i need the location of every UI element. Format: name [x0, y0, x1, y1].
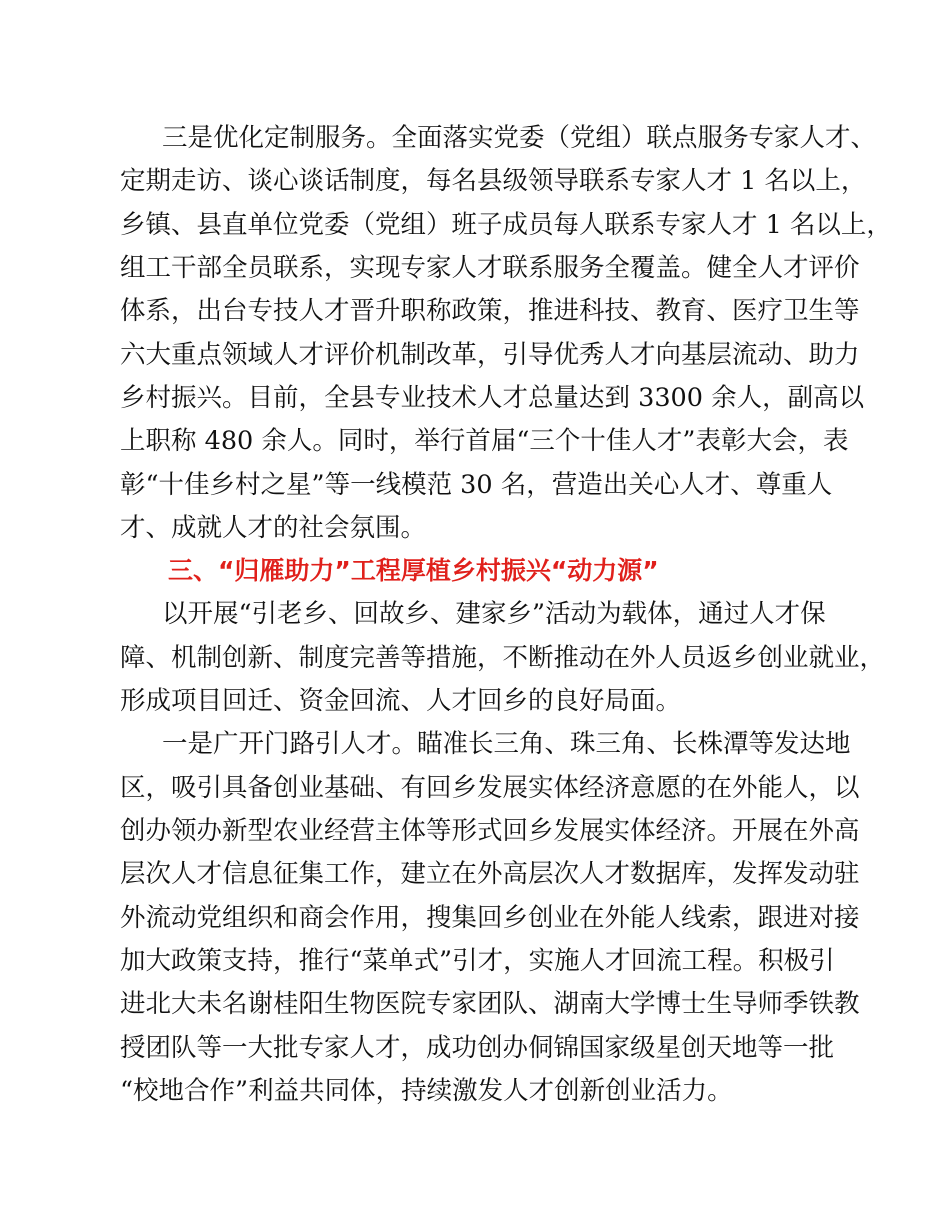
section-heading: 三、“归雁助力”工程厚植乡村振兴“动力源” — [168, 556, 659, 585]
paragraph-line: 区，吸引具备创业基础、有回乡发展实体经济意愿的在外能人，以 — [120, 773, 860, 803]
paragraph-line: 以开展“引老乡、回故乡、建家乡”活动为载体，通过人才保 — [162, 599, 826, 629]
paragraph-line: 六大重点领域人才评价机制改革，引导优秀人才向基层流动、助力 — [120, 340, 860, 370]
paragraph-line: 授团队等一大批专家人才，成功创办侗锦国家级星创天地等一批 — [120, 1033, 835, 1063]
paragraph-line: 三是优化定制服务。全面落实党委（党组）联点服务专家人才、 — [162, 123, 877, 153]
paragraph-line: 乡镇、县直单位党委（党组）班子成员每人联系专家人才 1 名以上， — [120, 210, 892, 240]
paragraph-line: 加大政策支持，推行“菜单式”引才，实施人才回流工程。积极引 — [120, 946, 835, 976]
paragraph-line: 定期走访、谈心谈话制度，每名县级领导联系专家人才 1 名以上， — [120, 166, 867, 196]
paragraph-line: 组工干部全员联系，实现专家人才联系服务全覆盖。健全人才评价 — [120, 253, 860, 283]
paragraph-line: 外流动党组织和商会作用，搜集回乡创业在外能人线索，跟进对接 — [120, 903, 860, 933]
paragraph-line: 形成项目回迁、资金回流、人才回乡的良好局面。 — [120, 686, 682, 716]
paragraph-line: 体系，出台专技人才晋升职称政策，推进科技、教育、医疗卫生等 — [120, 296, 860, 326]
paragraph-line: 乡村振兴。目前，全县专业技术人才总量达到 3300 余人，副高以 — [120, 383, 865, 413]
paragraph-line: 障、机制创新、制度完善等措施，不断推动在外人员返乡创业就业， — [120, 643, 886, 673]
paragraph-line: 上职称 480 余人。同时，举行首届“三个十佳人才”表彰大会，表 — [120, 426, 849, 456]
paragraph-line: 创办领办新型农业经营主体等形式回乡发展实体经济。开展在外高 — [120, 816, 860, 846]
paragraph-line: “校地合作”利益共同体，持续激发人才创新创业活力。 — [120, 1076, 733, 1106]
paragraph-line: 一是广开门路引人才。瞄准长三角、珠三角、长株潭等发达地 — [162, 729, 851, 759]
paragraph-line: 进北大未名谢桂阳生物医院专家团队、湖南大学博士生导师季铁教 — [120, 989, 860, 1019]
paragraph-line: 才、成就人才的社会氛围。 — [120, 513, 427, 543]
paragraph-line: 彰“十佳乡村之星”等一线模范 30 名，营造出关心人才、尊重人 — [120, 470, 833, 500]
paragraph-line: 层次人才信息征集工作，建立在外高层次人才数据库，发挥发动驻 — [120, 859, 860, 889]
